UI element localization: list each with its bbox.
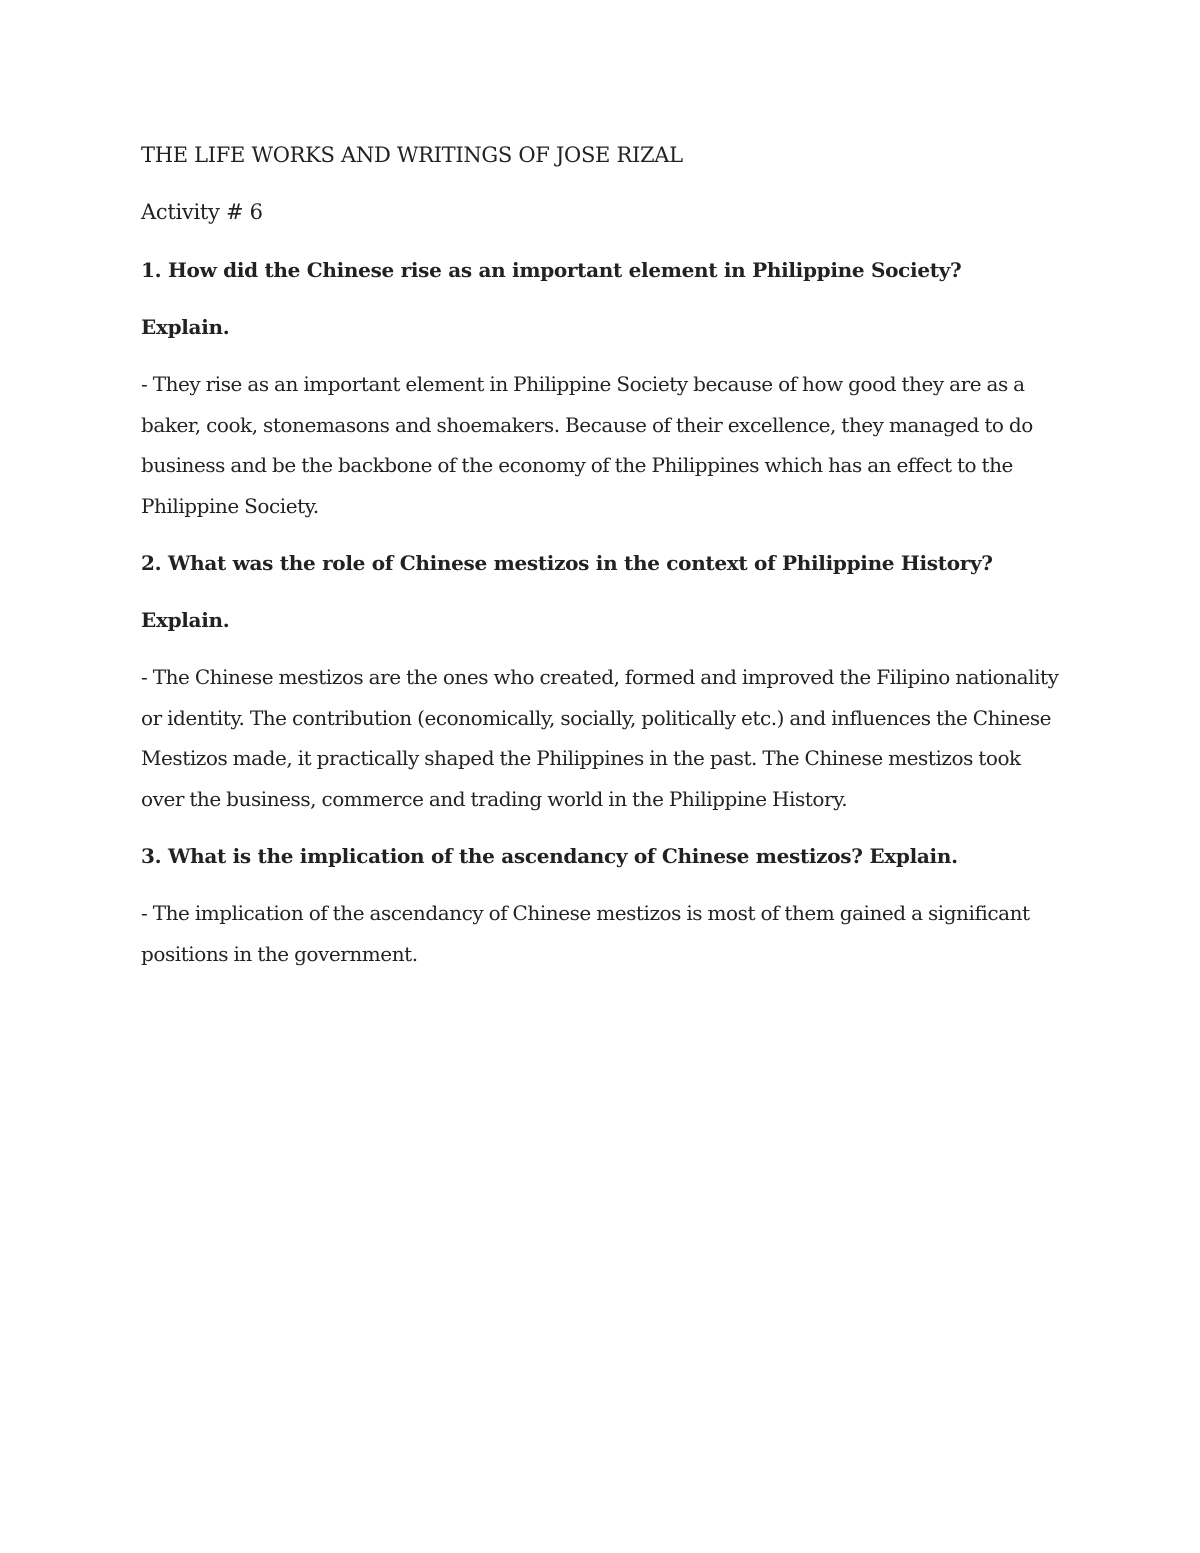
question-2: 2. What was the role of Chinese mestizos in the context of Philippine History? bbox=[141, 551, 993, 575]
question-block-2 bbox=[141, 548, 1061, 819]
question-block-3 bbox=[141, 841, 1061, 974]
document-title: THE LIFE WORKS AND WRITINGS OF JOSE RIZAL bbox=[141, 143, 683, 167]
explain-label-2: Explain. bbox=[141, 608, 230, 632]
answer-1: - They rise as an important element in Philippine Society because of how good they are as a baker, cook, stonemasons and shoemakers. Because of their excellence, they managed to do business and be the backbone of the economy of the Philippines which has an effect to the Philippine Society. bbox=[141, 372, 1033, 518]
question-3: 3. What is the implication of the ascendancy of Chinese mestizos? Explain. bbox=[141, 844, 958, 868]
answer-2: - The Chinese mestizos are the ones who created, formed and improved the Filipino nationality or identity. The contribution (economically, socially, politically etc.) and influences the Chinese Mestizos made, it practically shaped the Philippines in the past. The Chinese mestizos took over the business, commerce and trading world in the Philippine History. bbox=[141, 665, 1059, 811]
explain-label-1: Explain. bbox=[141, 315, 230, 339]
question-1: 1. How did the Chinese rise as an important element in Philippine Society? bbox=[141, 258, 962, 282]
question-block-1 bbox=[141, 255, 1061, 526]
activity-number: Activity # 6 bbox=[141, 200, 263, 224]
document-page bbox=[141, 140, 1061, 996]
answer-3: - The implication of the ascendancy of Chinese mestizos is most of them gained a significant positions in the government. bbox=[141, 901, 1030, 966]
